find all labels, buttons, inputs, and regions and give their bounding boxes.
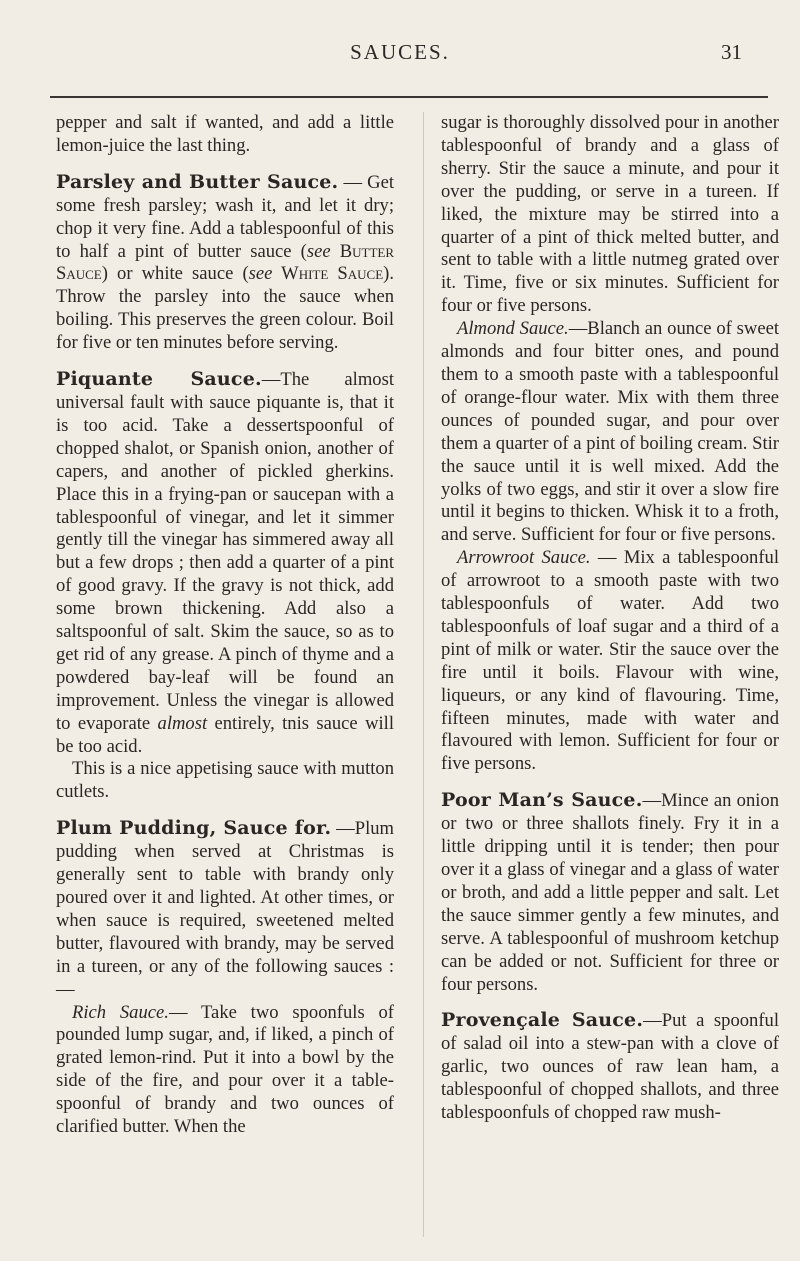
header-rule: [50, 96, 768, 98]
cross-reference: White Sauce: [272, 263, 384, 285]
entry-heading: Plum Pudding, Sauce for.: [56, 817, 332, 840]
page-number: 31: [721, 40, 742, 64]
entry-heading: Parsley and Butter Sauce.: [56, 170, 339, 193]
running-head: SAUCES.: [350, 40, 450, 64]
left-column: [56, 112, 394, 1139]
continuation-paragraph: pepper and salt if wanted, and add a little lemon-juice the last thing.: [56, 112, 394, 156]
column-divider: [423, 112, 424, 1237]
paragraph: This is a nice appetising sauce with mutton cutlets.: [56, 758, 394, 803]
entry-plum-pudding-sauce: Plum Pudding, Sauce for. —Plum pudding when served at Christmas is generally sent to table with brandy only poured over it and lighted. At other times, or when sauce is required, sweetened melted butter, flavoured with brandy, may be served in a tureen, or any of the following sauces :—: [56, 817, 394, 1000]
entry-heading: Poor Man’s Sauce.: [441, 789, 643, 812]
entry-piquante-sauce: Piquante Sauce.—The almost universal fault with sauce piquante is, that it is too acid. Take a dessertspoonful of chopped shalot, or Spanish onion, another of capers, and another of pickled gherkins. Place this in a frying-pan or saucepan with a tablespoonful of vinegar, and let it simmer gently till the vinegar has simmered away all but a few drops ; then add a quarter of a pint of good gravy. If the gravy is not thick, add some brown thickening. Add also a saltspoonful of salt. Skim the sauce, so as to get rid of any grease. A pinch of thyme and a powdered bay-leaf will be found an improvement. Unless the vinegar is allowed to evaporate almost entirely, tnis sauce will be too acid.: [56, 368, 394, 757]
cross-reference: Butter Sauce: [56, 240, 394, 285]
entry-poor-mans-sauce: Poor Man’s Sauce.—Mince an onion or two or three shallots finely. Fry it in a little dripping until it is tender; then pour over it a glass of vinegar and a glass of water or broth, and add a little pepper and salt. Let the sauce simmer gently a few minutes, and serve. A tablespoonful of mushroom ketchup can be added or not. Sufficient for three or four persons.: [441, 789, 779, 995]
entry-provencale-sauce: Provençale Sauce.—Put a spoonful of salad oil into a stew-pan with a clove of garlic, two ounces of raw lean ham, a tablespoonful of chopped shallots, and three tablespoonfuls of chopped raw mush-: [441, 1009, 780, 1124]
sub-entry-label: Rich Sauce.: [72, 1001, 169, 1023]
sub-entry-arrowroot-sauce: Arrowroot Sauce. — Mix a tablespoonful of arrowroot to a smooth paste with two tablespoonfuls of water. Add two tablespoonfuls of loaf sugar and a third of a pint of milk or water. Stir the sauce over the fire until it boils. Flavour with wine, liqueurs, or any kind of flavouring. Time, fifteen minutes, made with water and flavoured with lemon. Sufficient for four or five persons.: [441, 547, 779, 775]
page-header: [0, 0, 800, 92]
continuation-paragraph: sugar is thoroughly dissolved pour in another tablespoonful of brandy and a glass of sherry. Stir the sauce a minute, and pour it over the pudding, or serve in a tureen. If liked, the mixture may be stirred into a quarter of a pint of thick melted butter, and sent to table with a little nutmeg grated over it. Time, five or six minutes. Sufficient for four or five persons.: [441, 112, 779, 317]
entry-heading: Provençale Sauce.: [441, 1009, 644, 1032]
sub-entry-rich-sauce: Rich Sauce.— Take two spoonfuls of pounded lump sugar, and, if liked, a pinch of grated lemon-rind. Put it into a bowl by the side of the fire, and pour over it a table-spoonful of brandy and two ounces of clarified butter. When the: [56, 1001, 394, 1138]
entry-parsley-and-butter-sauce: Parsley and Butter Sauce. — Get some fresh parsley; wash it, and let it dry; chop it very fine. Add a tablespoonful of this to half a pint of butter sauce (see Butter Sauce) or white sauce (see White Sauce). Throw the parsley into the sauce when boiling. This preserves the green colour. Boil for five or ten minutes before serving.: [56, 170, 394, 354]
sub-entry-label: Almond Sauce.: [457, 318, 569, 340]
entry-heading: Piquante Sauce.: [56, 368, 262, 391]
right-column: [441, 112, 779, 1125]
sub-entry-almond-sauce: Almond Sauce.—Blanch an ounce of sweet almonds and four bitter ones, and pound them to a smooth paste with a tablespoonful of orange-flour water. Mix with them three ounces of pounded sugar, and pour over them a quarter of a pint of boiling cream. Stir the sauce until it is well mixed. Add the yolks of two eggs, and stir it over a slow fire until it begins to thicken. Whisk it to a froth, and serve. Sufficient for four or five persons.: [441, 318, 779, 546]
sub-entry-label: Arrowroot Sauce.: [457, 547, 591, 569]
